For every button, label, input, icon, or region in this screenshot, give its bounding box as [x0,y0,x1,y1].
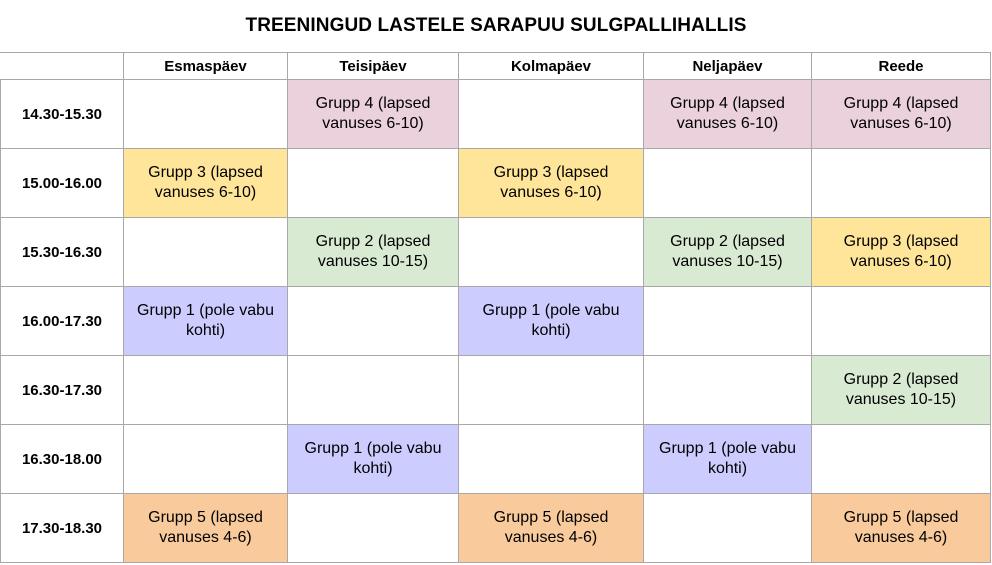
schedule-cell [812,356,991,425]
schedule-cell [644,287,812,356]
group-label: Grupp 1 (pole vabu kohti) [137,302,274,339]
schedule-cell [644,80,812,149]
schedule-cell [124,425,288,494]
time-slot: 15.00-16.00 [1,149,124,218]
schedule-cell [124,149,288,218]
group-label: Grupp 3 (lapsed vanuses 6-10) [843,233,959,270]
column-header-neljapaev: Neljapäev [644,53,812,80]
schedule-cell [644,356,812,425]
schedule-cell [288,218,459,287]
schedule-cell [644,494,812,563]
group-label: Grupp 3 (lapsed vanuses 6-10) [148,164,263,201]
schedule-cell [812,494,991,563]
time-slot: 16.00-17.30 [1,287,124,356]
time-slot: 15.30-16.30 [1,218,124,287]
column-header-esmaspaev: Esmaspäev [124,53,288,80]
group-label: Grupp 1 (pole vabu kohti) [482,302,620,339]
schedule-cell [288,356,459,425]
schedule-cell [459,149,644,218]
schedule-cell [124,494,288,563]
group-label: Grupp 5 (lapsed vanuses 4-6) [493,509,609,546]
title-bar [0,0,992,52]
schedule-cell [288,287,459,356]
table-row [1,356,991,425]
schedule-cell [812,218,991,287]
schedule-cell [124,356,288,425]
schedule-cell [459,494,644,563]
group-label: Grupp 2 (lapsed vanuses 10-15) [315,233,431,270]
group-label: Grupp 4 (lapsed vanuses 6-10) [670,95,785,132]
schedule-cell [812,80,991,149]
schedule-cell [288,80,459,149]
table-row [1,287,991,356]
table-row [1,494,991,563]
page-title: TREENINGUD LASTELE SARAPUU SULGPALLIHALLIS [245,15,747,36]
time-slot: 16.30-17.30 [1,356,124,425]
schedule-cell [459,425,644,494]
column-header-reede: Reede [812,53,991,80]
corner-cell [1,53,124,80]
group-label: Grupp 1 (pole vabu kohti) [659,440,796,477]
group-label: Grupp 3 (lapsed vanuses 6-10) [493,164,609,201]
schedule-cell [288,425,459,494]
schedule-cell [459,218,644,287]
schedule-cell [124,80,288,149]
table-row [1,149,991,218]
schedule-cell [644,218,812,287]
schedule-cell [644,149,812,218]
table-row [1,80,991,149]
time-slot: 14.30-15.30 [1,80,124,149]
table-row [1,218,991,287]
table-row [1,425,991,494]
group-label: Grupp 5 (lapsed vanuses 4-6) [148,509,263,546]
schedule-cell [812,149,991,218]
schedule-cell [812,425,991,494]
column-header-teisipaev: Teisipäev [288,53,459,80]
schedule-cell [459,356,644,425]
schedule-cell [288,149,459,218]
schedule-cell [812,287,991,356]
group-label: Grupp 1 (pole vabu kohti) [304,440,442,477]
group-label: Grupp 4 (lapsed vanuses 6-10) [843,95,959,132]
schedule-cell [124,218,288,287]
schedule-cell [124,287,288,356]
group-label: Grupp 5 (lapsed vanuses 4-6) [843,509,959,546]
schedule-cell [459,80,644,149]
schedule-cell [459,287,644,356]
group-label: Grupp 4 (lapsed vanuses 6-10) [315,95,431,132]
column-header-kolmapaev: Kolmapäev [459,53,644,80]
group-label: Grupp 2 (lapsed vanuses 10-15) [843,371,959,408]
schedule-table [0,52,991,563]
schedule-cell [644,425,812,494]
time-slot: 16.30-18.00 [1,425,124,494]
time-slot: 17.30-18.30 [1,494,124,563]
header-row [1,53,991,80]
schedule-cell [288,494,459,563]
group-label: Grupp 2 (lapsed vanuses 10-15) [670,233,785,270]
